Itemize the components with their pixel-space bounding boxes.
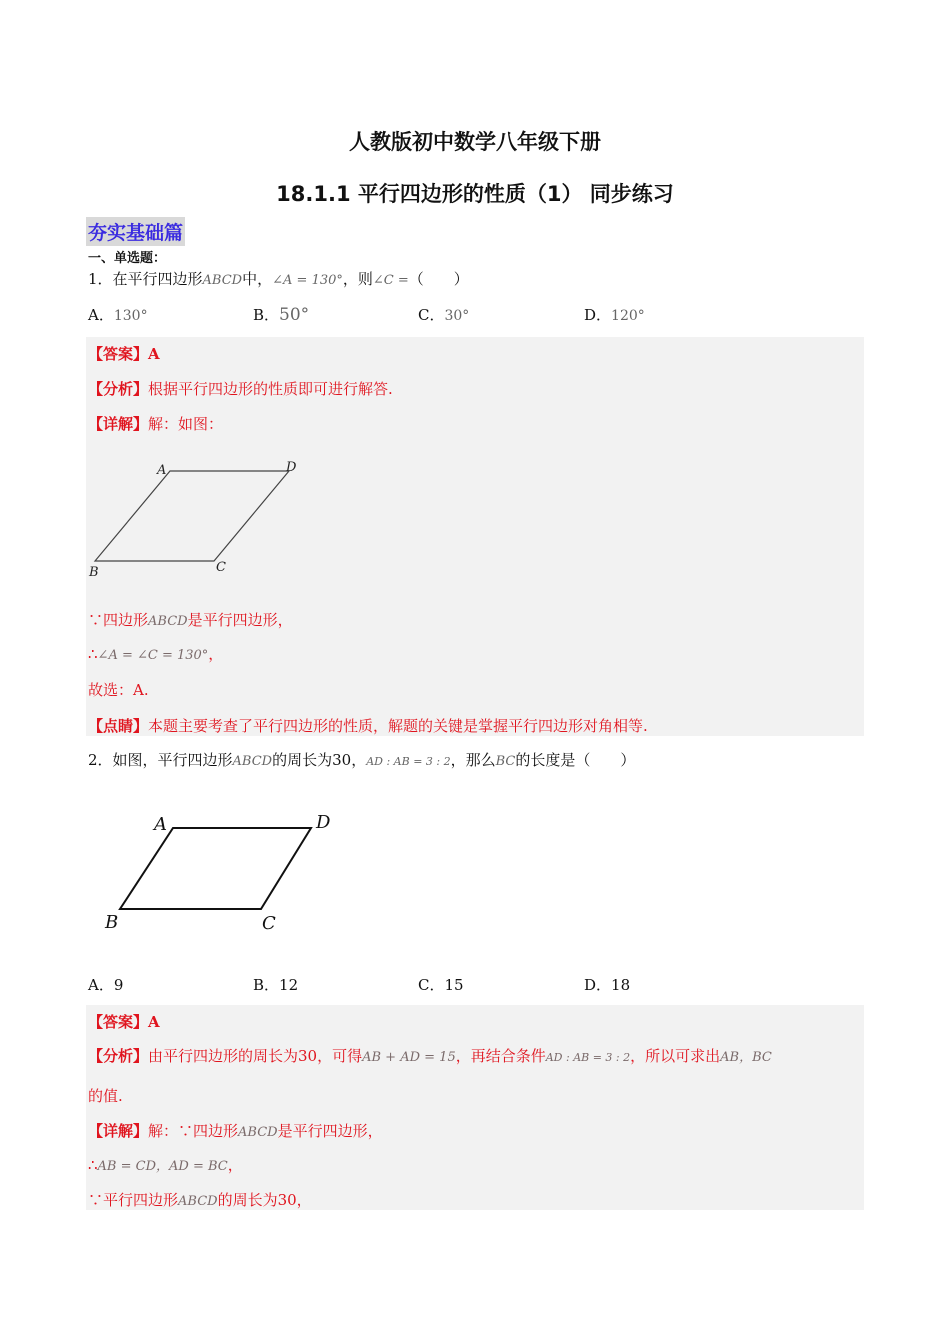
therefore-symbol: ∴: [88, 1156, 98, 1174]
q2-because-perimeter: [88, 1189, 312, 1210]
option-value: 30°: [444, 308, 470, 324]
option-value: 120°: [611, 308, 645, 324]
q1-option-a: [88, 304, 148, 325]
q2-option-d: [584, 974, 630, 995]
document-title: 人教版初中数学八年级下册: [349, 130, 601, 154]
detail-abcd: ABCD: [238, 1125, 278, 1140]
detail-tag: 【详解】: [88, 1122, 149, 1140]
detail-pre: 解：∵四边形: [148, 1122, 239, 1140]
analysis-mid: ，再结合条件: [455, 1047, 546, 1065]
analysis-mid2: ，所以可求出: [630, 1047, 721, 1065]
q1-comment: [88, 715, 648, 736]
q2-solution-box: [86, 1005, 864, 1210]
option-value: 15: [444, 976, 464, 994]
detail-tag: 【详解】: [88, 415, 149, 433]
q2-abcd: ABCD: [232, 754, 273, 769]
q1-option-c: [418, 304, 469, 325]
option-value: 9: [113, 976, 124, 994]
q1-vertex-d: D: [286, 460, 297, 475]
because-pre: ∵平行四边形: [88, 1191, 179, 1209]
section-heading: 一、单选题：: [88, 251, 167, 266]
therefore-math: ∠A = ∠C = 130°: [97, 648, 209, 663]
therefore-post: ，: [227, 1156, 243, 1174]
comment-tag: 【点睛】: [88, 717, 149, 735]
question-2-stem: [88, 749, 635, 770]
q1-solution-box: [86, 337, 864, 736]
q1-vertex-a: A: [157, 463, 167, 478]
option-label: C．: [418, 976, 445, 994]
q1-choose: 故选：A.: [88, 681, 149, 699]
q1-detail: [88, 413, 223, 434]
q2-stem-mid: 的周长为30，: [272, 751, 367, 769]
option-value: 18: [611, 976, 631, 994]
analysis-tag: 【分析】: [88, 1047, 149, 1065]
analysis-text: 根据平行四边形的性质即可进行解答.: [148, 380, 393, 398]
because-text: ∵四边形: [88, 611, 149, 629]
q2-vertex-a: A: [154, 814, 167, 835]
q2-analysis-end: 的值.: [88, 1087, 123, 1105]
q2-option-a: [88, 974, 123, 995]
q1-ask: ∠C =: [372, 273, 409, 288]
q1-vertex-b: B: [89, 565, 99, 579]
q1-therefore: [88, 643, 223, 664]
q2-option-b: [253, 974, 298, 995]
analysis-sum: AB + AD = 15: [362, 1050, 456, 1065]
because-post: 是平行四边形，: [187, 611, 293, 629]
comment-text: 本题主要考查了平行四边形的性质，解题的关键是掌握平行四边形对角相等.: [148, 717, 648, 735]
q1-stem-pre: 1．在平行四边形: [88, 270, 203, 288]
option-value: 12: [279, 976, 299, 994]
q1-option-b: [253, 304, 309, 325]
option-value: 130°: [113, 308, 148, 324]
q1-because: [88, 609, 293, 630]
q2-stem-pre: 2．如图，平行四边形: [88, 751, 233, 769]
analysis-ratio: AD : AB = 3 : 2: [545, 1051, 631, 1064]
analysis-pre: 由平行四边形的周长为30，可得: [148, 1047, 363, 1065]
q2-stem-mid2: ，那么: [450, 751, 496, 769]
therefore-post: ，: [208, 645, 224, 663]
q1-vertex-c: C: [216, 560, 226, 575]
q2-analysis: [88, 1045, 772, 1066]
q2-option-c: [418, 974, 464, 995]
option-label: C．: [418, 306, 445, 324]
q2-vertex-c: C: [262, 913, 276, 934]
therefore-math: AB = CD，AD = BC: [97, 1159, 228, 1174]
q1-analysis: [88, 378, 393, 399]
q2-parallelogram-figure: [98, 808, 348, 938]
option-label: A．: [88, 976, 114, 994]
q2-vertex-b: B: [105, 912, 119, 933]
therefore-symbol: ∴: [88, 645, 98, 663]
q1-stem-mid: 中，: [242, 270, 273, 288]
q2-answer: 【答案】A: [88, 1013, 160, 1031]
document-subtitle: 18.1.1 平行四边形的性质（1） 同步练习: [276, 182, 674, 206]
q1-parallelogram-figure: [86, 455, 316, 579]
q1-answer: 【答案】A: [88, 345, 160, 363]
section-banner: 夯实基础篇: [86, 217, 185, 246]
because-post: 的周长为30，: [217, 1191, 312, 1209]
q2-vertex-d: D: [316, 812, 331, 833]
q1-abcd: ABCD: [202, 273, 243, 288]
option-value: 50°: [279, 305, 310, 325]
detail-text: 解：如图：: [148, 415, 224, 433]
option-label: B．: [253, 306, 280, 324]
q2-therefore: [88, 1154, 243, 1175]
q2-parallelogram-shape: [120, 828, 311, 909]
q1-condition: ∠A = 130°: [272, 273, 343, 288]
option-label: B．: [253, 976, 280, 994]
option-label: D．: [584, 976, 612, 994]
q2-detail: [88, 1120, 383, 1141]
analysis-vars: AB，BC: [720, 1050, 772, 1065]
q1-option-d: [584, 304, 645, 325]
q2-stem-post: 的长度是（ ）: [515, 751, 636, 769]
option-label: A．: [88, 306, 114, 324]
q2-bc: BC: [495, 754, 516, 769]
detail-post: 是平行四边形，: [277, 1122, 383, 1140]
option-label: D．: [584, 306, 612, 324]
question-1-stem: [88, 268, 469, 289]
q1-stem-post: （ ）: [408, 270, 469, 288]
because-abcd: ABCD: [148, 614, 188, 629]
q2-ratio: AD : AB = 3 : 2: [366, 755, 451, 768]
q1-parallelogram-shape: [95, 471, 289, 561]
q1-stem-mid2: ，则: [342, 270, 373, 288]
analysis-tag: 【分析】: [88, 380, 149, 398]
because-abcd: ABCD: [178, 1194, 218, 1209]
